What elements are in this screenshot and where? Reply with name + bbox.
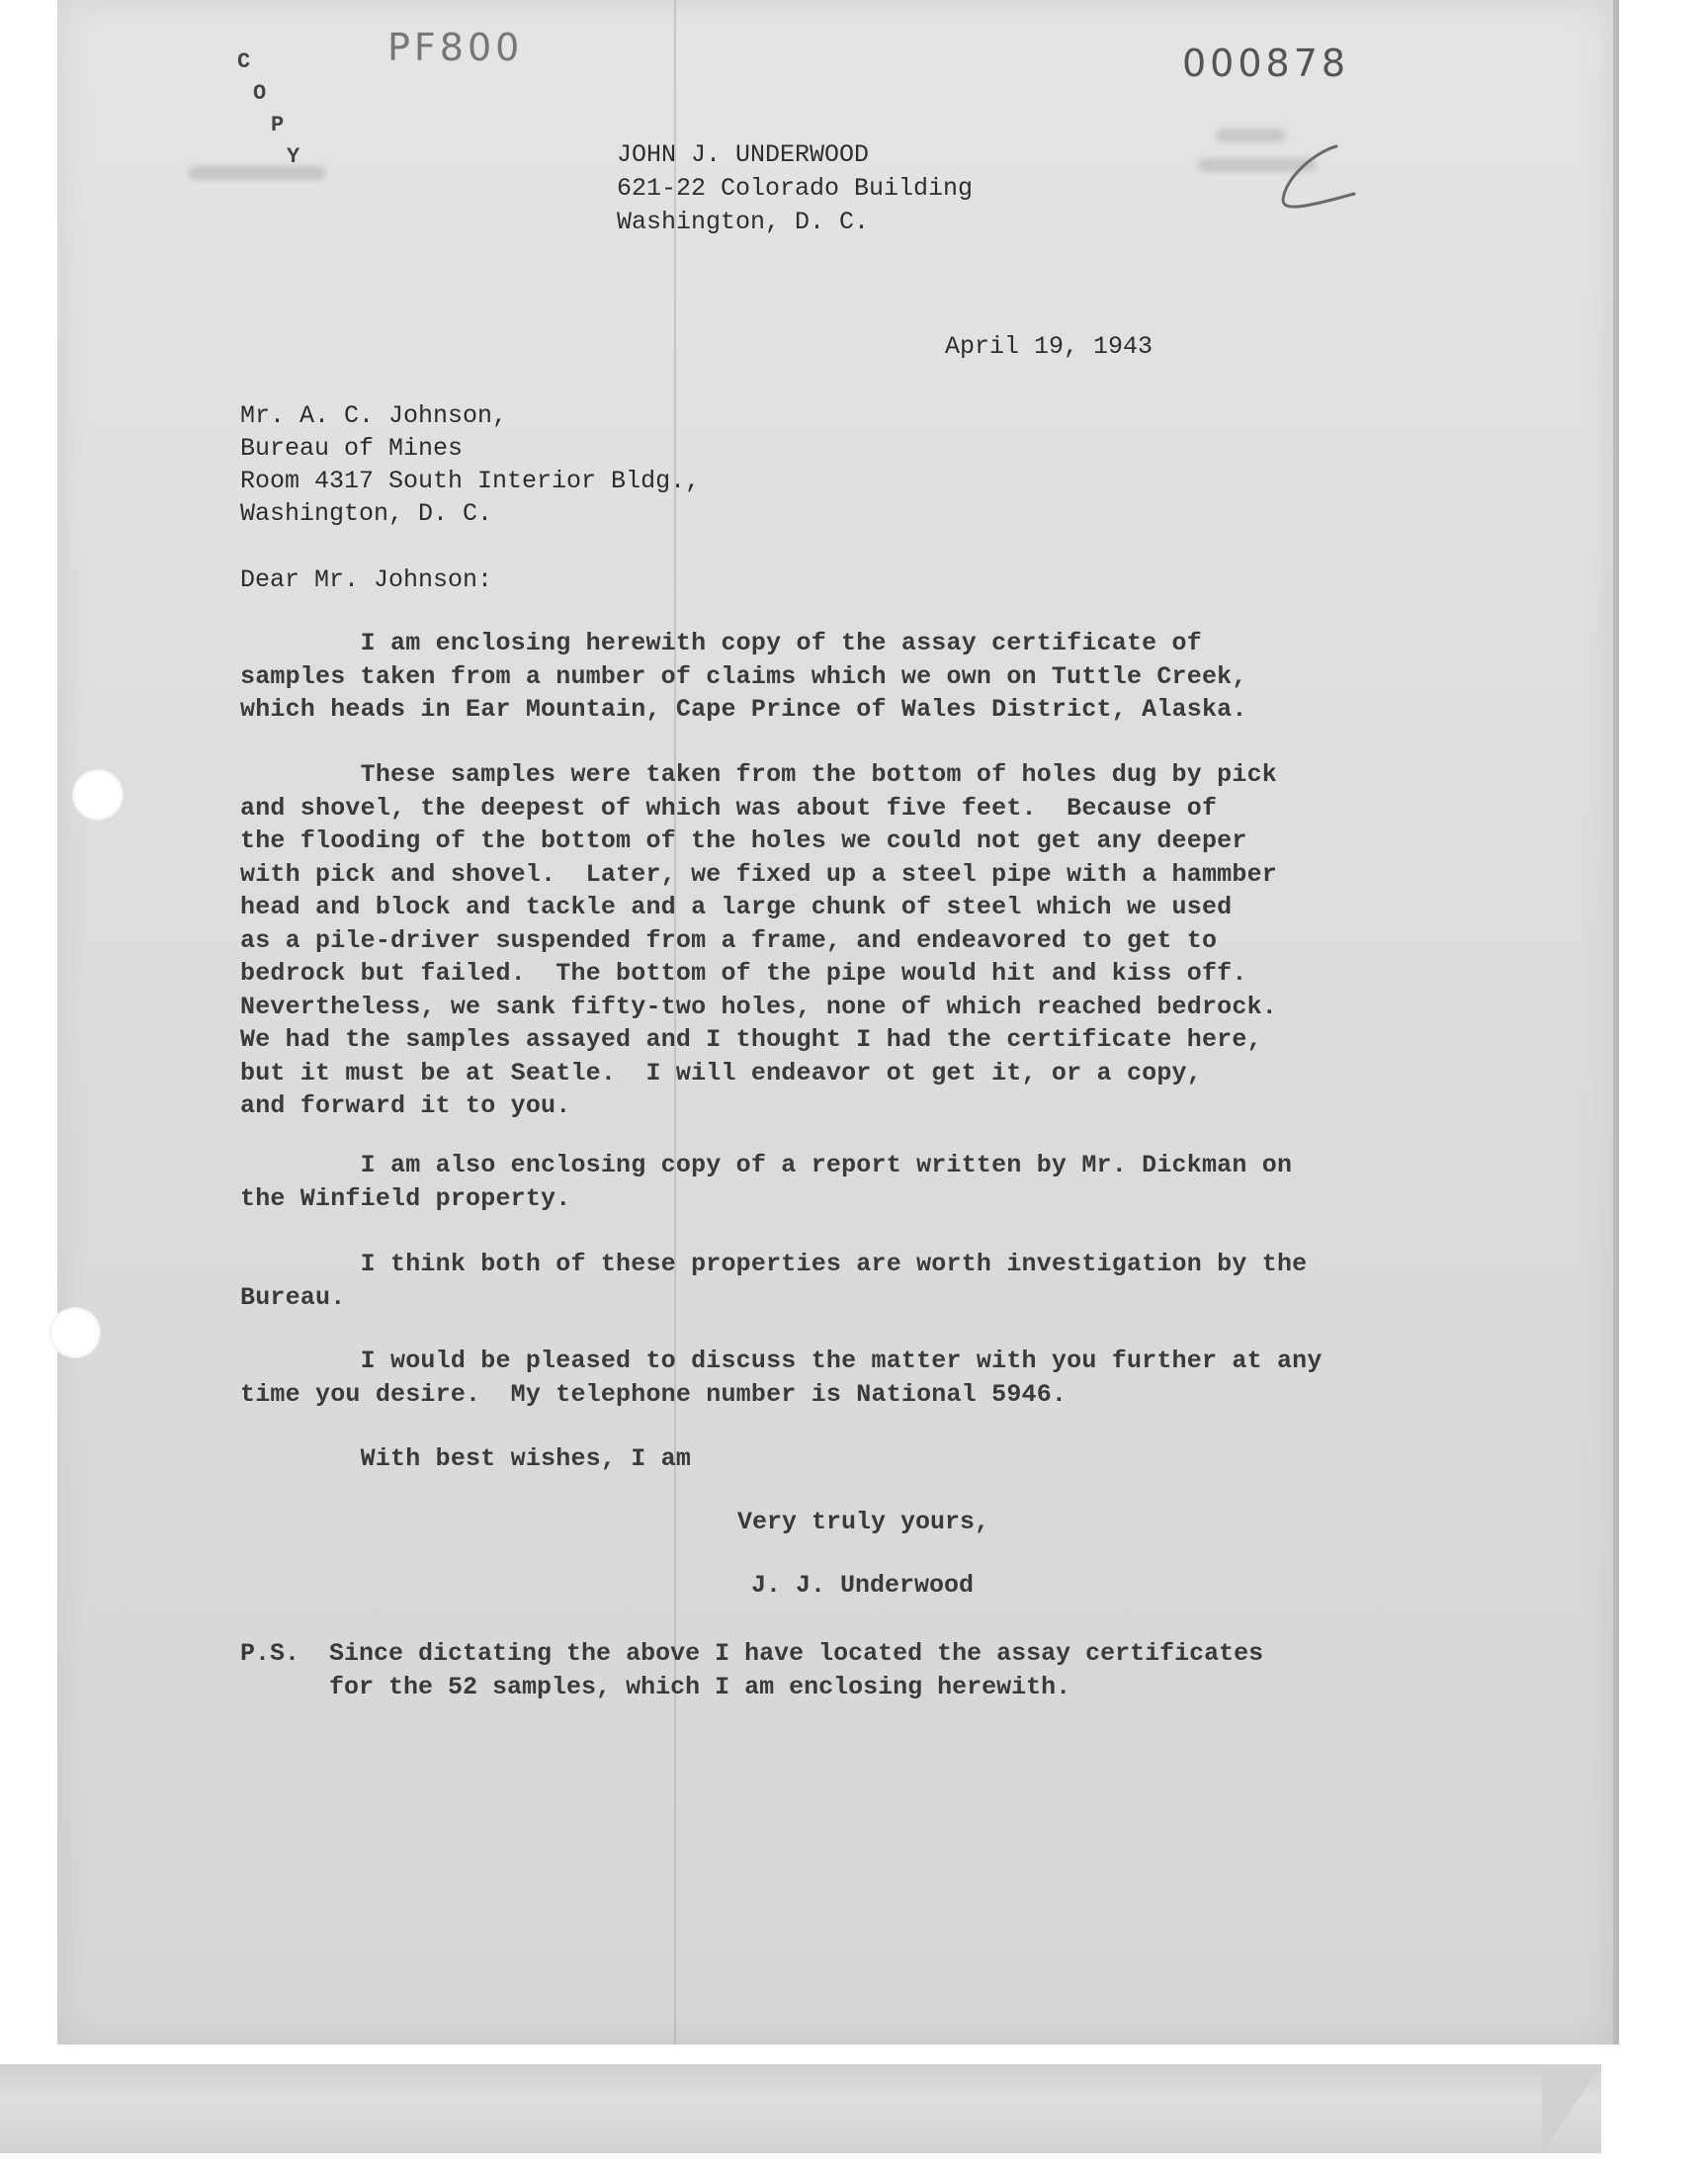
- text-line: time you desire. My telephone number is National 5946.: [240, 1379, 1068, 1409]
- sender-name: JOHN J. UNDERWOOD: [617, 140, 870, 169]
- copy-stamp: [235, 49, 314, 168]
- sender-address-line: 621-22 Colorado Building: [617, 174, 974, 203]
- copy-stamp-letter: O: [253, 81, 267, 106]
- text-line: samples taken from a number of claims which we own on Tuttle Creek,: [240, 661, 1247, 691]
- paragraph: [240, 758, 1277, 1123]
- text-line: with pick and shovel. Later, we fixed up a steel pipe with a hammber: [240, 859, 1277, 889]
- letter-date: April 19, 1943: [945, 332, 1153, 361]
- postscript: [240, 1637, 1263, 1703]
- text-line: the Winfield property.: [240, 1183, 571, 1213]
- text-line: We had the samples assayed and I thought I had the certificate here,: [240, 1025, 1262, 1054]
- scan-bottom-band: [0, 2064, 1601, 2153]
- paragraph: [240, 1442, 691, 1476]
- postscript-line: for the 52 samples, which I am enclosing herewith.: [240, 1672, 1071, 1701]
- text-line: and shovel, the deepest of which was about five feet. Because of: [240, 793, 1218, 823]
- punch-hole: [49, 1307, 101, 1358]
- complimentary-close: Very truly yours,: [737, 1508, 990, 1536]
- paragraph: [240, 1149, 1292, 1215]
- recipient-address: [240, 399, 700, 530]
- document-number: 000878: [1182, 42, 1350, 85]
- text-line: the flooding of the bottom of the holes we could not get any deeper: [240, 826, 1247, 855]
- paragraph: [240, 1248, 1307, 1314]
- copy-stamp-letter: Y: [287, 144, 300, 169]
- recipient-line: Room 4317 South Interior Bldg.,: [240, 467, 701, 495]
- signature-typed: J. J. Underwood: [751, 1571, 975, 1600]
- paragraph: [240, 1345, 1323, 1411]
- text-line: I think both of these properties are worth investigation by the: [240, 1250, 1308, 1278]
- letterhead: [617, 138, 973, 239]
- recipient-line: Bureau of Mines: [240, 434, 464, 463]
- document-code: PF800: [387, 26, 524, 69]
- postscript-line: P.S. Since dictating the above I have located the assay certificates: [240, 1639, 1264, 1668]
- text-line: With best wishes, I am: [240, 1444, 692, 1473]
- text-line: but it must be at Seatle. I will endeavor ot get it, or a copy,: [240, 1058, 1202, 1088]
- scan-smudge: [188, 166, 326, 180]
- text-line: bedrock but failed. The bottom of the pipe would hit and kiss off.: [240, 959, 1247, 988]
- scan-bottom-band-tip: [1542, 2064, 1601, 2153]
- sheet-edge: [1613, 0, 1619, 2044]
- text-line: I would be pleased to discuss the matter with you further at any: [240, 1347, 1323, 1375]
- text-line: Bureau.: [240, 1282, 346, 1312]
- text-line: and forward it to you.: [240, 1091, 571, 1120]
- text-line: These samples were taken from the bottom of holes dug by pick: [240, 760, 1277, 789]
- text-line: I am enclosing herewith copy of the assay certificate of: [240, 629, 1202, 657]
- text-line: which heads in Ear Mountain, Cape Prince of Wales District, Alaska.: [240, 695, 1247, 724]
- text-line: Nevertheless, we sank fifty-two holes, none of which reached bedrock.: [240, 992, 1277, 1021]
- recipient-line: Washington, D. C.: [240, 499, 493, 528]
- salutation: Dear Mr. Johnson:: [240, 566, 493, 594]
- sender-address-line: Washington, D. C.: [617, 208, 870, 236]
- punch-hole: [72, 769, 124, 821]
- text-line: head and block and tackle and a large chunk of steel which we used: [240, 893, 1233, 921]
- copy-stamp-letter: C: [237, 49, 251, 74]
- text-line: as a pile-driver suspended from a frame, and endeavored to get to: [240, 925, 1218, 955]
- handwritten-check-mark-icon: [1275, 138, 1364, 218]
- recipient-line: Mr. A. C. Johnson,: [240, 401, 508, 430]
- paragraph: [240, 627, 1247, 727]
- copy-stamp-letter: P: [271, 113, 285, 137]
- text-line: I am also enclosing copy of a report written by Mr. Dickman on: [240, 1151, 1293, 1179]
